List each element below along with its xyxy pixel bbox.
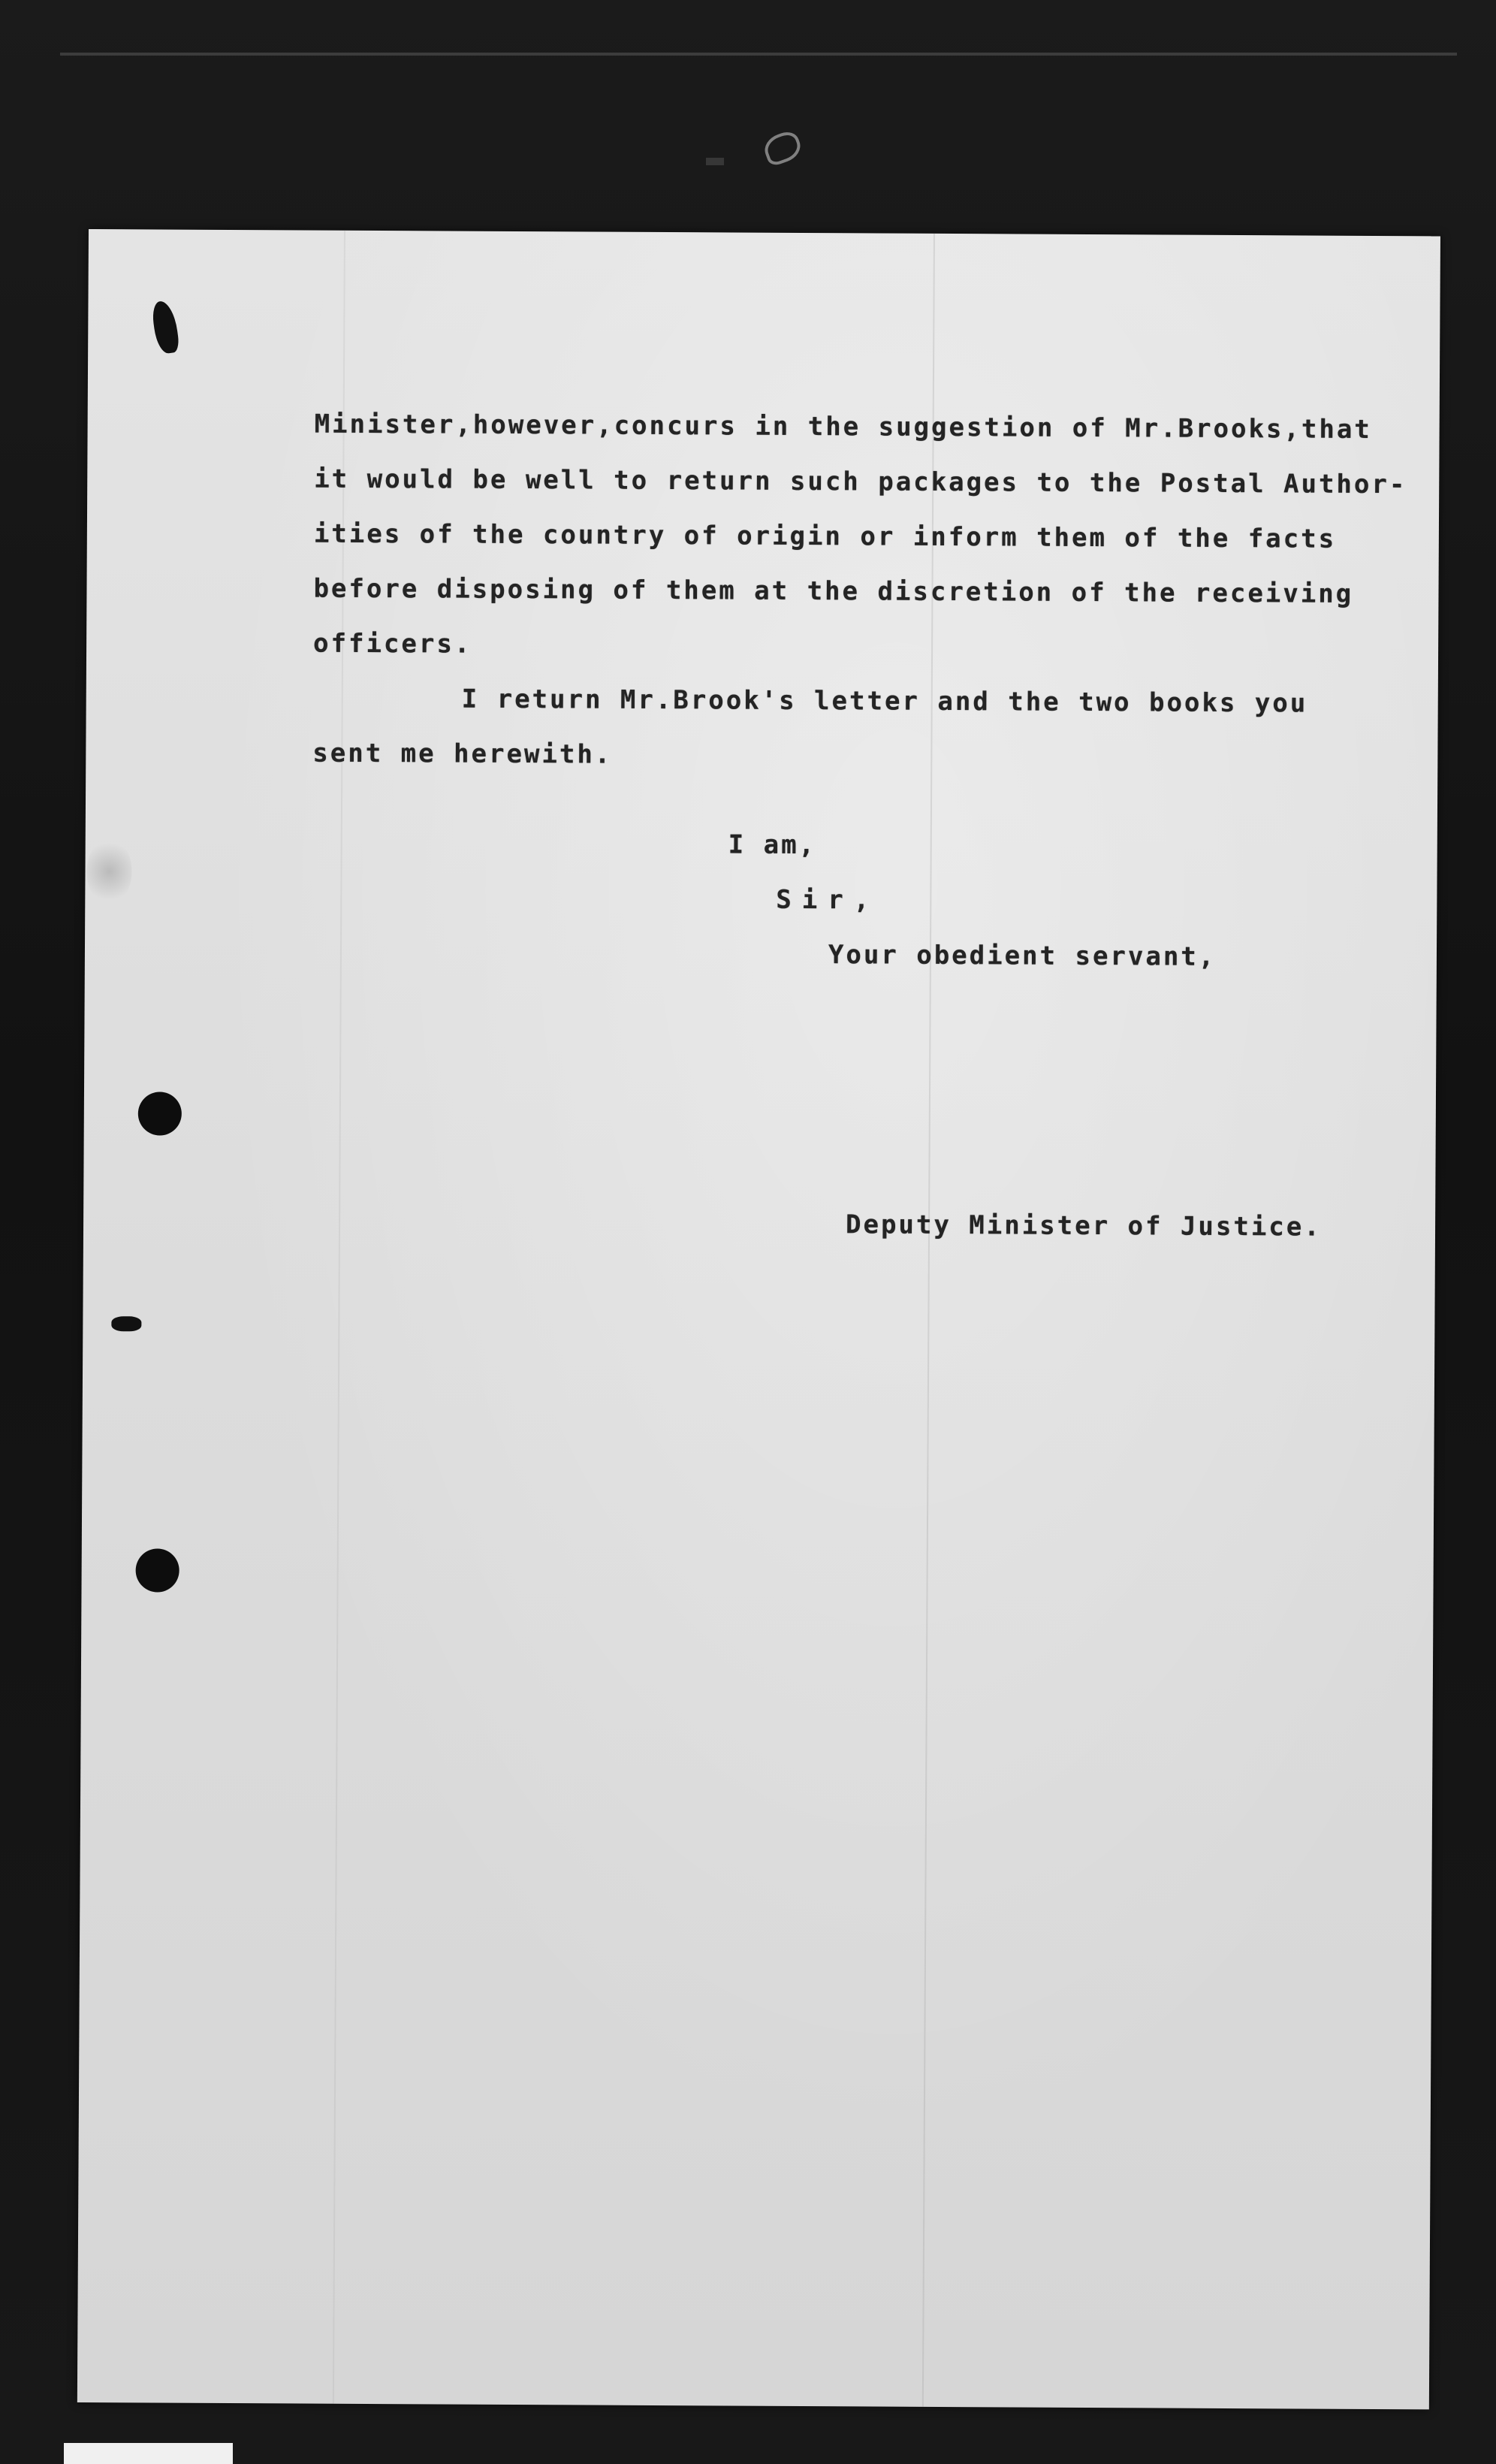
body-line: it would be well to return such packages to the Postal Author-	[314, 464, 1407, 500]
letter-page	[77, 229, 1440, 2409]
closing-address: Sir,	[776, 884, 880, 916]
film-corner-tab	[64, 2443, 233, 2464]
smudge-mark	[706, 158, 724, 165]
signature-title: Deputy Minister of Justice.	[845, 1209, 1322, 1243]
film-edge-rule	[60, 53, 1457, 56]
handwritten-mark	[761, 128, 804, 168]
body-line: officers.	[313, 628, 472, 660]
closing-valediction: Your obedient servant,	[828, 940, 1217, 972]
body-line: sent me herewith.	[312, 738, 613, 770]
typed-letter	[77, 229, 1440, 2409]
body-line: before disposing of them at the discretion of the receiving	[313, 573, 1354, 609]
body-line: ities of the country of origin or inform them of the facts	[313, 518, 1337, 554]
closing-salutation: I am,	[728, 829, 817, 861]
body-line: I return Mr.Brook's letter and the two books you	[461, 684, 1308, 719]
body-line: Minister,however,concurs in the suggestion of Mr.Brooks,that	[314, 409, 1372, 445]
